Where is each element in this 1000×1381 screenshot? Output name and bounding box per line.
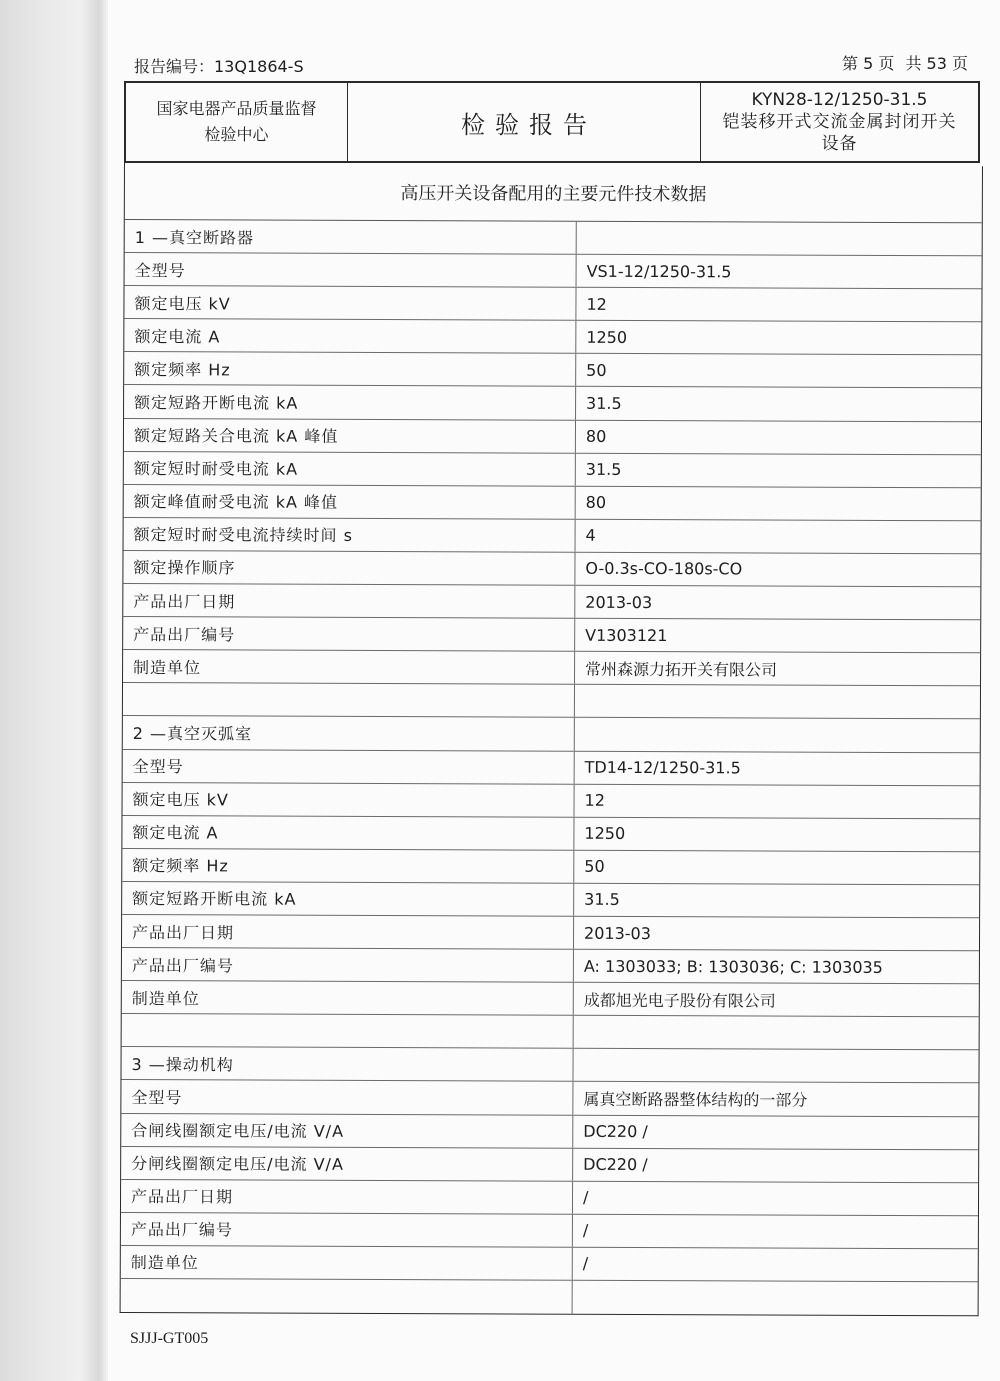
component-data-table bbox=[120, 163, 983, 1316]
row-value: 80 bbox=[585, 426, 607, 446]
page-current: 第 5 页 bbox=[842, 54, 895, 73]
table-row bbox=[123, 551, 980, 587]
table-row bbox=[121, 1246, 978, 1282]
row-value: 31.5 bbox=[585, 459, 622, 480]
table-row bbox=[123, 650, 980, 686]
product-model: KYN28-12/1250-31.5 bbox=[751, 90, 928, 110]
row-value bbox=[575, 718, 980, 752]
table-row bbox=[125, 220, 982, 256]
table-row bbox=[124, 452, 981, 488]
table-row bbox=[124, 352, 981, 388]
row-label: 产品出厂日期 bbox=[122, 915, 574, 949]
table-row bbox=[124, 286, 981, 322]
row-value bbox=[575, 685, 980, 719]
row-label: 全型号 bbox=[123, 749, 575, 783]
table-row bbox=[121, 1213, 978, 1249]
table-row bbox=[124, 385, 981, 421]
row-label: 产品出厂编号 bbox=[121, 1213, 573, 1247]
row-label: 额定短时耐受电流持续时间 s bbox=[124, 518, 576, 552]
row-value bbox=[574, 1016, 979, 1050]
row-value: / bbox=[582, 1221, 589, 1241]
table-row bbox=[123, 584, 980, 620]
table-row bbox=[123, 617, 980, 653]
row-value: VS1-12/1250-31.5 bbox=[586, 261, 732, 281]
row-label: 额定操作顺序 bbox=[123, 551, 575, 585]
table-row bbox=[124, 485, 981, 521]
form-code: SJJJ-GT005 bbox=[130, 1330, 209, 1347]
table-row bbox=[124, 518, 981, 554]
row-label bbox=[121, 1279, 573, 1314]
row-value bbox=[573, 1281, 978, 1316]
table-row bbox=[123, 749, 980, 785]
row-value: 31.5 bbox=[586, 393, 622, 413]
row-value: 4 bbox=[585, 526, 596, 546]
row-label: 额定短路开断电流 kA bbox=[124, 385, 576, 419]
table-row bbox=[121, 1279, 978, 1315]
row-label: 合闸线圈额定电压/电流 V/A bbox=[121, 1114, 573, 1148]
table-body bbox=[121, 220, 982, 1315]
row-label: 额定频率 Hz bbox=[122, 849, 574, 883]
table-title: 高压开关设备配用的主要元件技术数据 bbox=[125, 163, 982, 223]
row-label: 2 —真空灭弧室 bbox=[123, 716, 575, 750]
table-row bbox=[122, 1014, 979, 1050]
row-label: 产品出厂编号 bbox=[122, 948, 574, 982]
row-value bbox=[573, 1049, 978, 1083]
row-value: 1250 bbox=[584, 824, 626, 844]
page-total: 共 53 页 bbox=[905, 54, 968, 73]
row-label: 全型号 bbox=[125, 253, 577, 287]
table-row bbox=[124, 419, 981, 455]
table-row bbox=[122, 882, 979, 918]
org-line-2: 检验中心 bbox=[204, 125, 269, 144]
row-label: 额定短路关合电流 kA 峰值 bbox=[124, 419, 576, 453]
row-value: 常州森源力拓开关有限公司 bbox=[585, 659, 778, 680]
row-label: 制造单位 bbox=[122, 981, 574, 1015]
row-value: 1250 bbox=[586, 327, 628, 347]
row-value: 50 bbox=[586, 360, 607, 380]
table-row bbox=[122, 948, 979, 984]
report-number: 报告编号：13Q1864-S bbox=[134, 57, 304, 76]
table-row bbox=[122, 915, 979, 951]
row-label: 额定峰值耐受电流 kA 峰值 bbox=[124, 485, 576, 519]
row-value: 2013-03 bbox=[585, 592, 653, 612]
row-label: 分闸线圈额定电压/电流 V/A bbox=[121, 1147, 573, 1181]
row-value: 属真空断路器整体结构的一部分 bbox=[583, 1089, 808, 1110]
table-row bbox=[122, 849, 979, 885]
document-title: 检验报告 bbox=[348, 83, 701, 161]
page-indicator bbox=[836, 51, 968, 74]
product-info bbox=[701, 83, 978, 161]
row-value bbox=[577, 222, 982, 256]
product-name-line-1: 铠装移开式交流金属封闭开关 bbox=[722, 112, 957, 132]
row-label: 额定短时耐受电流 kA bbox=[124, 452, 576, 486]
table-row bbox=[124, 319, 981, 355]
row-value: / bbox=[582, 1188, 589, 1208]
org-line-1: 国家电器产品质量监督 bbox=[156, 99, 317, 118]
row-value: 12 bbox=[584, 790, 605, 810]
table-row bbox=[125, 253, 982, 289]
binding-shadow bbox=[0, 0, 108, 1381]
row-label: 产品出厂编号 bbox=[123, 617, 575, 651]
row-label: 额定频率 Hz bbox=[124, 352, 576, 386]
table-row bbox=[121, 1114, 978, 1150]
row-value: TD14-12/1250-31.5 bbox=[584, 757, 741, 778]
row-value: 31.5 bbox=[584, 890, 620, 910]
row-value: 2013-03 bbox=[584, 923, 651, 943]
row-label: 产品出厂日期 bbox=[121, 1180, 573, 1214]
row-value: 成都旭光电子股份有限公司 bbox=[583, 990, 776, 1011]
row-label: 产品出厂日期 bbox=[123, 584, 575, 618]
row-label: 制造单位 bbox=[123, 650, 575, 684]
row-value: DC220 / bbox=[583, 1121, 648, 1142]
row-label: 全型号 bbox=[121, 1080, 573, 1114]
row-label: 1 —真空断路器 bbox=[125, 220, 577, 254]
row-value: V1303121 bbox=[585, 625, 668, 645]
row-label bbox=[123, 683, 575, 717]
table-row bbox=[123, 716, 980, 752]
row-label: 额定短路开断电流 kA bbox=[122, 882, 574, 916]
row-value: 50 bbox=[584, 857, 605, 877]
row-value: / bbox=[582, 1254, 589, 1274]
row-label: 制造单位 bbox=[121, 1246, 573, 1280]
row-label: 额定电压 kV bbox=[122, 783, 574, 817]
table-row bbox=[121, 1147, 978, 1183]
table-row bbox=[121, 1180, 978, 1216]
product-name-line-2: 设备 bbox=[821, 134, 858, 154]
row-label: 3 —操动机构 bbox=[121, 1047, 573, 1081]
report-title-box bbox=[124, 81, 980, 163]
row-value: A: 1303033; B: 1303036; C: 1303035 bbox=[583, 956, 883, 977]
row-label: 额定电流 A bbox=[124, 319, 576, 353]
row-value: O-0.3s-CO-180s-CO bbox=[585, 559, 743, 579]
row-value: 12 bbox=[586, 294, 607, 314]
table-row bbox=[123, 683, 980, 719]
row-value: 80 bbox=[585, 493, 607, 513]
table-row bbox=[122, 981, 979, 1017]
row-label: 额定电压 kV bbox=[124, 286, 576, 320]
table-row bbox=[122, 783, 979, 819]
row-label bbox=[122, 1014, 574, 1048]
table-row bbox=[121, 1047, 978, 1083]
table-row bbox=[121, 1080, 978, 1116]
row-value: DC220 / bbox=[583, 1154, 648, 1175]
row-label: 额定电流 A bbox=[122, 816, 574, 850]
issuing-organization bbox=[126, 83, 348, 161]
table-row bbox=[122, 816, 979, 852]
